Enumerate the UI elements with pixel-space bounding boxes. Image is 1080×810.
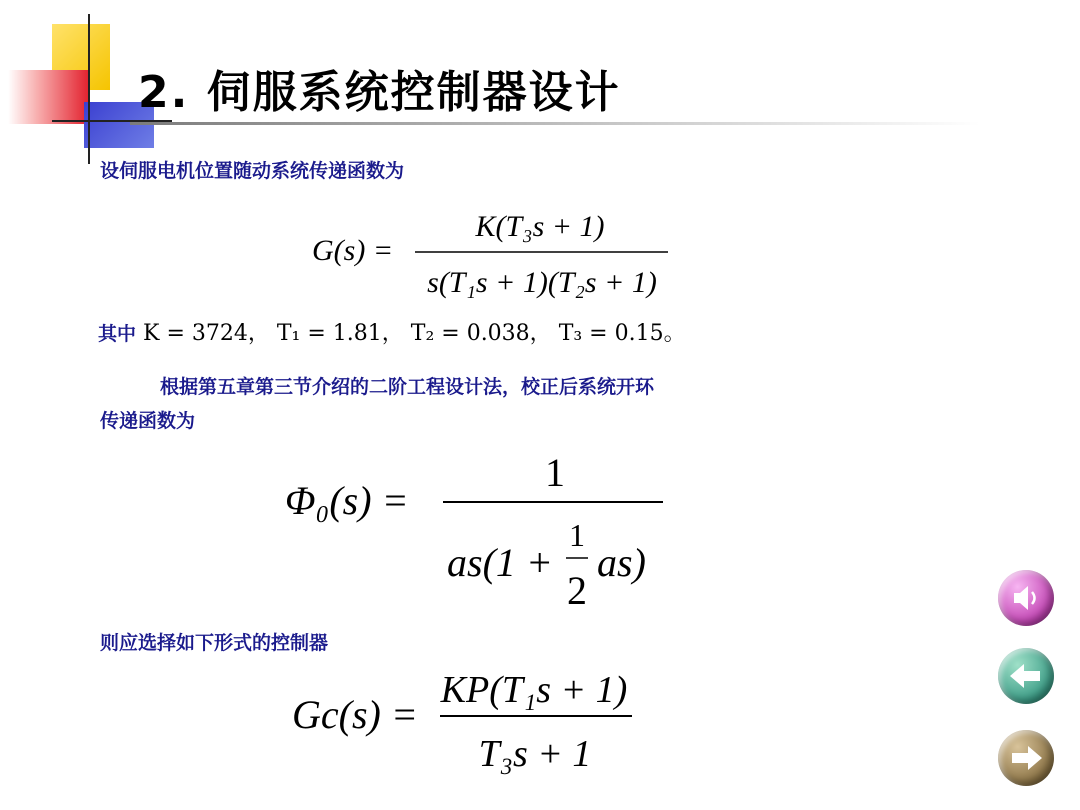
equation-open-loop-transfer-function: [285, 442, 685, 622]
speaker-icon: [998, 570, 1054, 626]
eq3-lhs: Gc(s) =: [292, 692, 418, 737]
paragraph-line-1: 根据第五章第三节介绍的二阶工程设计法，校正后系统开环: [160, 376, 655, 398]
params-prefix: 其中: [98, 323, 137, 345]
next-button[interactable]: [998, 730, 1054, 786]
eq3-numerator: KP(T₁s + 1): [440, 669, 628, 711]
param-t1: T₁ = 1.81，: [276, 321, 404, 346]
equation-plant-transfer-function: [300, 200, 680, 310]
sound-button[interactable]: [998, 570, 1054, 626]
param-k: K = 3724，: [143, 321, 270, 346]
eq2-lhs: Φ₀(s) =: [285, 478, 409, 523]
eq2-numerator: 1: [545, 450, 565, 495]
param-t2: T₂ = 0.038，: [410, 321, 552, 346]
decor-red-bar: [8, 70, 90, 124]
title-underline: [130, 122, 980, 125]
eq2-half-denominator: 2: [567, 568, 587, 613]
eq3-denominator: T₃s + 1: [478, 733, 592, 775]
eq2-den-left: as(1 +: [447, 540, 553, 585]
back-button[interactable]: [998, 648, 1054, 704]
slide-title: 2. 伺服系统控制器设计: [138, 67, 621, 118]
arrow-left-icon: [998, 648, 1054, 704]
equation-controller: [292, 660, 652, 790]
eq1-lhs: G(s) =: [312, 234, 394, 267]
intro-text: 设伺服电机位置随动系统传递函数为: [100, 160, 405, 182]
decor-vertical-line: [88, 14, 90, 164]
paragraph-line-2: 传递函数为: [100, 410, 196, 432]
eq1-denominator: s(T₁s + 1)(T₂s + 1): [427, 266, 657, 299]
eq2-den-right: as): [597, 540, 646, 585]
parameter-values: [98, 316, 686, 347]
controller-text: 则应选择如下形式的控制器: [100, 632, 329, 654]
param-t3: T₃ = 0.15。: [558, 321, 686, 346]
arrow-right-icon: [998, 730, 1054, 786]
eq1-numerator: K(T₃s + 1): [475, 210, 605, 243]
eq2-half-numerator: 1: [569, 517, 585, 553]
